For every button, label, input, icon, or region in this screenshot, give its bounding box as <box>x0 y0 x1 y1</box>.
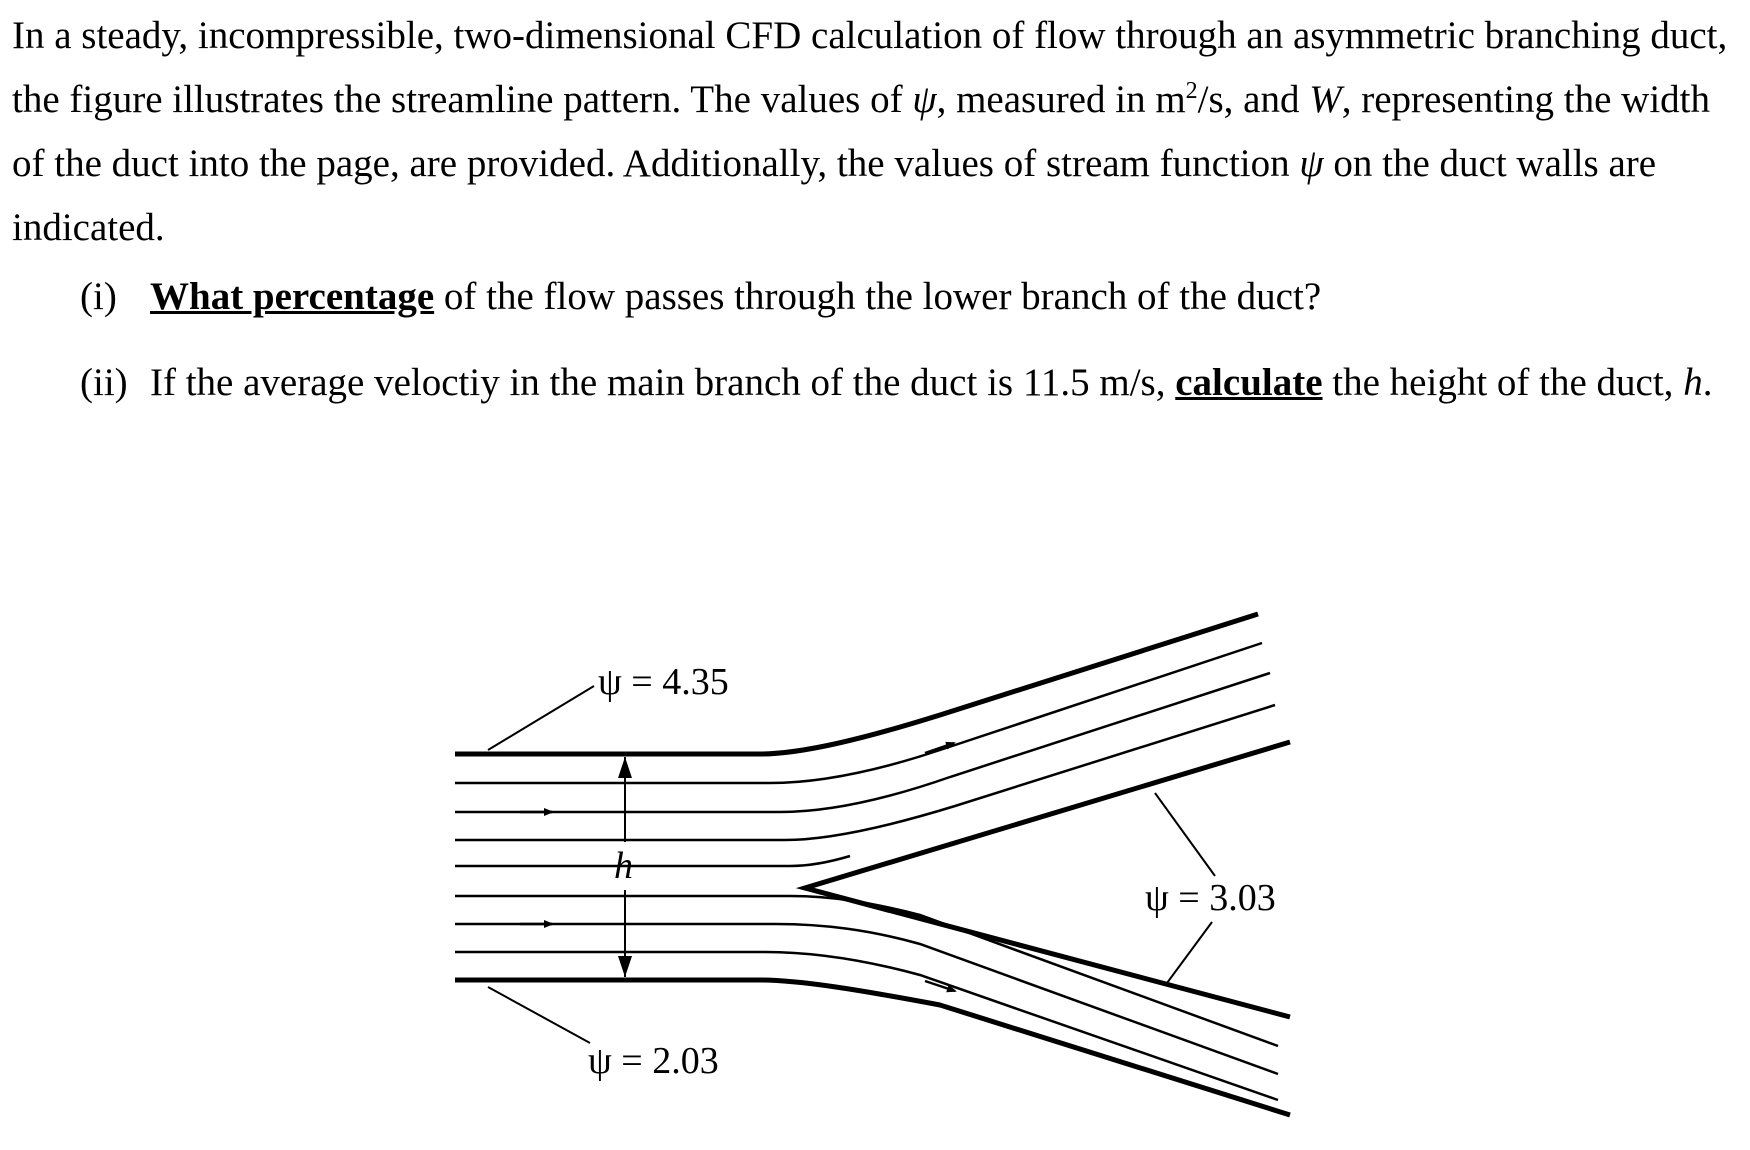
intro-text-b: , measured in m <box>936 78 1186 121</box>
w-symbol: W <box>1309 78 1342 121</box>
intro-text-d: , representing the width of the duct into the page, are provided. Additionally, the values of stream function <box>12 78 1710 185</box>
height-arrow-up <box>618 757 632 778</box>
question-text: of the flow passes through the lower branch of the duct? <box>434 275 1322 318</box>
intro-text-e: on the duct walls are indicated. <box>12 142 1657 249</box>
psi-symbol: ψ <box>912 78 937 121</box>
question-number: (i) <box>80 275 117 318</box>
question-emphasis: What percentage <box>150 275 435 318</box>
question-list <box>80 268 1740 412</box>
problem-statement <box>12 4 1742 260</box>
height-label: h <box>614 845 633 887</box>
top-wall-label: ψ = 4.35 <box>598 661 729 703</box>
bottom-wall <box>455 980 1290 1115</box>
leader-splitter-lower <box>1167 922 1212 983</box>
streamline <box>455 924 1278 1074</box>
question-ii <box>80 354 1740 412</box>
streamline <box>455 952 1278 1100</box>
streamline <box>455 705 1275 840</box>
intro-text-c: /s, and <box>1197 78 1310 121</box>
h-symbol: h <box>1683 361 1703 404</box>
bottom-wall-label: ψ = 2.03 <box>588 1040 719 1082</box>
leader-splitter-upper <box>1155 793 1215 876</box>
superscript: 2 <box>1185 78 1198 104</box>
splitter-label: ψ = 3.03 <box>1145 877 1276 919</box>
question-text-a: If the average veloctiy in the main branch of the duct is 11.5 m/s, <box>150 361 1176 404</box>
leader-top-wall <box>488 686 594 750</box>
question-end: . <box>1702 361 1713 404</box>
question-number: (ii) <box>80 361 128 404</box>
question-i <box>80 268 1740 326</box>
height-arrow-down <box>618 956 632 977</box>
branching-duct-figure <box>0 560 1750 1150</box>
leader-bottom-wall <box>488 987 590 1043</box>
psi-symbol: ψ <box>1299 142 1324 185</box>
streamline <box>455 856 850 866</box>
intro-text-a: In a steady, incompressible, two-dimensional CFD calculation of flow through an asymmetric branching duct, the figure illustrates the streamline pattern. The values of <box>12 14 1728 121</box>
streamline <box>455 673 1270 812</box>
streamline <box>455 643 1262 783</box>
question-text-b: the height of the duct, <box>1322 361 1684 404</box>
question-emphasis: calculate <box>1175 361 1323 404</box>
